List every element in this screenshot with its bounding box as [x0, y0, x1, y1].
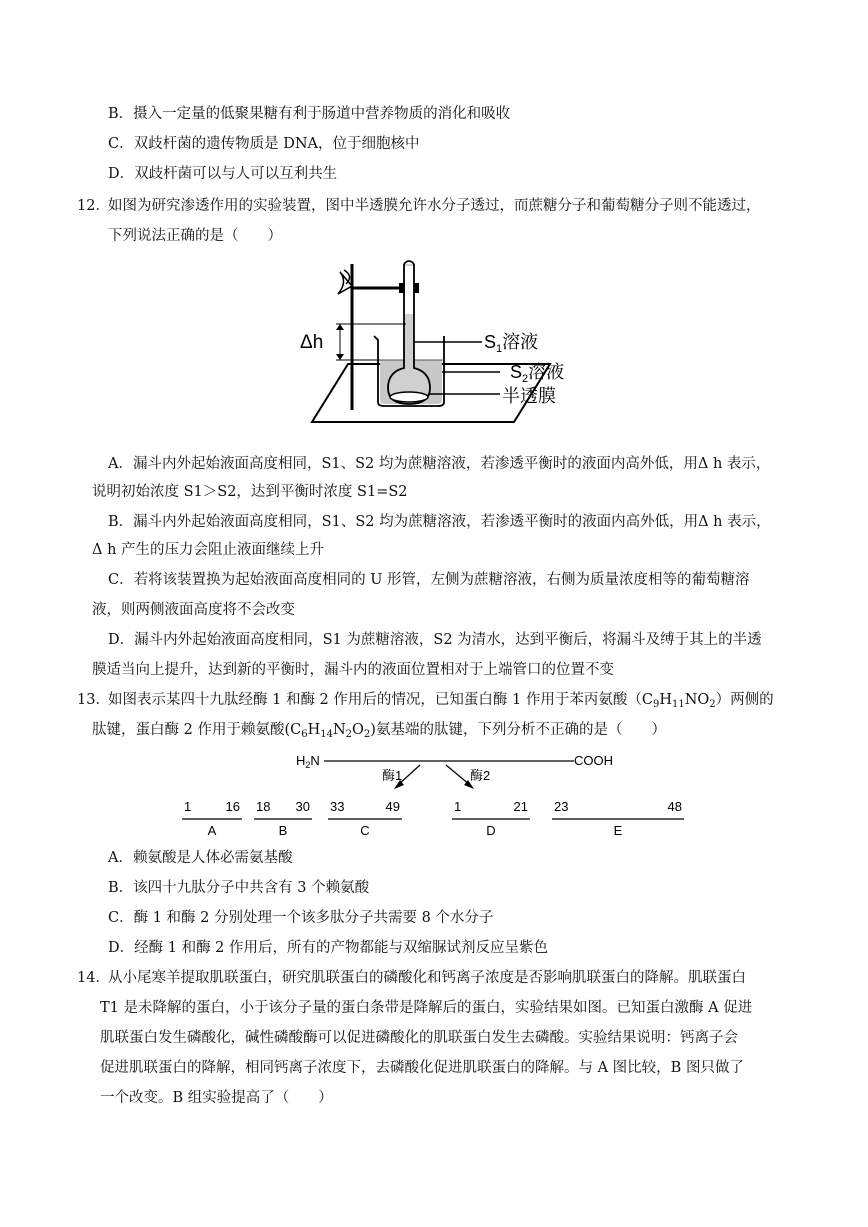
- osmosis-apparatus-figure: [300, 254, 590, 430]
- fragment-start: 1: [184, 799, 192, 814]
- carboxyl-terminus: COOH: [574, 753, 613, 768]
- fragment-B: [254, 799, 312, 838]
- q12-number: 12．: [77, 198, 110, 214]
- fragment-C: [328, 799, 402, 838]
- fragment-start: 23: [554, 799, 569, 814]
- fragment-end: 30: [295, 799, 310, 814]
- q13-stem-line2: 肽键，蛋白酶 2 作用于赖氨酸$(C_6H_{14}N_2O_2)$氨基端的肽键，下列分析不正确的是（ ）: [92, 722, 666, 740]
- q14-line5: 一个改变。B 组实验提高了（ ）: [100, 1090, 333, 1106]
- fragment-start: 18: [256, 799, 271, 814]
- s2-label: $S_2$溶液: [510, 362, 565, 385]
- q11-option-b: B．摄入一定量的低聚果糖有利于肠道中营养物质的消化和吸收: [108, 106, 511, 122]
- q12-option-c-line2: 液，则两侧液面高度将不会改变: [92, 602, 295, 618]
- q13-option-a: A．赖氨酸是人体必需氨基酸: [108, 850, 293, 866]
- fragment-name: B: [278, 823, 288, 838]
- q14-number: 14．: [77, 970, 110, 986]
- q11-option-d: D．双歧杆菌可以与人可以互利共生: [108, 166, 338, 182]
- q13-option-b: B．该四十九肽分子中共含有 3 个赖氨酸: [108, 880, 370, 896]
- q14-line3: 肌联蛋白发生磷酸化，碱性磷酸酶可以促进磷酸化的肌联蛋白发生去磷酸。实验结果说明：钙离子会: [100, 1030, 738, 1046]
- fragment-A: [182, 799, 242, 838]
- q12-option-b-line1: B．漏斗内外起始液面高度相同，S1、S2 均为蔗糖溶液，若渗透平衡时的液面内高外低，用Δ h 表示，: [108, 514, 771, 530]
- fragment-name: A: [207, 823, 217, 838]
- q13-option-c: C．酶 1 和酶 2 分别处理一个该多肽分子共需要 8 个水分子: [108, 910, 494, 926]
- fragment-start: 33: [330, 799, 345, 814]
- fragment-start: 1: [454, 799, 462, 814]
- fragment-end: 16: [225, 799, 240, 814]
- fragment-name: E: [613, 823, 623, 838]
- delta-h-label: Δh: [300, 332, 324, 353]
- s1-label: $S_1$溶液: [484, 332, 539, 355]
- q12-option-a-line2: 说明初始浓度 S1＞S2，达到平衡时浓度 S1=S2: [92, 484, 408, 500]
- fragment-D: [452, 799, 530, 838]
- q12-option-a-line1: A．漏斗内外起始液面高度相同，S1、S2 均为蔗糖溶液，若渗透平衡时的液面内高外低，用Δ h 表示，: [108, 456, 771, 472]
- fragment-end: 49: [385, 799, 400, 814]
- fragment-E: [552, 799, 684, 838]
- q14-line2: T1 是未降解的蛋白，小于该分子量的蛋白条带是降解后的蛋白，实验结果如图。已知蛋白激酶 A 促进: [100, 1000, 753, 1016]
- fragment-name: C: [360, 823, 370, 838]
- enzyme2-label: 酶2: [470, 768, 491, 783]
- q13-option-d: D．经酶 1 和酶 2 作用后，所有的产物都能与双缩脲试剂反应呈紫色: [108, 940, 549, 956]
- q12-option-d-line2: 膜适当向上提升，达到新的平衡时，漏斗内的液面位置相对于上端管口的位置不变: [92, 662, 614, 678]
- enzyme1-label: 酶1: [382, 768, 403, 783]
- q14-line4: 促进肌联蛋白的降解，相同钙离子浓度下，去磷酸化促进肌联蛋白的降解。与 A 图比较，B 图只做了: [100, 1060, 744, 1076]
- q12-stem-line1: 如图为研究渗透作用的实验装置，图中半透膜允许水分子透过，而蔗糖分子和葡萄糖分子则不能透过，: [108, 198, 761, 214]
- amino-terminus: $H_2N$: [296, 753, 320, 770]
- semipermeable-membrane: [390, 392, 428, 402]
- q12-stem-line2: 下列说法正确的是（ ）: [108, 228, 282, 244]
- membrane-label: 半透膜: [502, 386, 556, 406]
- peptide-cleavage-figure: [184, 748, 700, 840]
- fragment-name: D: [486, 823, 496, 838]
- q12-option-c-line1: C．若将该装置换为起始液面高度相同的 U 形管，左侧为蔗糖溶液，右侧为质量浓度相等的葡萄糖溶: [108, 572, 750, 588]
- fragment-end: 48: [667, 799, 682, 814]
- q13-stem-line1: 如图表示某四十九肽经酶 1 和酶 2 作用后的情况，已知蛋白酶 1 作用于苯丙氨酸$(C_9H_{11}NO_2)$两侧的: [108, 692, 774, 710]
- q12-option-b-line2: Δ h 产生的压力会阻止液面继续上升: [92, 542, 325, 558]
- fragment-end: 21: [513, 799, 528, 814]
- q14-line1: 从小尾寒羊提取肌联蛋白，研究肌联蛋白的磷酸化和钙离子浓度是否影响肌联蛋白的降解。肌联蛋白: [108, 970, 746, 986]
- q13-number: 13．: [77, 692, 110, 708]
- q11-option-c: C．双歧杆菌的遗传物质是 DNA，位于细胞核中: [108, 136, 420, 152]
- q12-option-d-line1: D．漏斗内外起始液面高度相同，S1 为蔗糖溶液，S2 为清水，达到平衡后，将漏斗及缚于其上的半透: [108, 632, 762, 648]
